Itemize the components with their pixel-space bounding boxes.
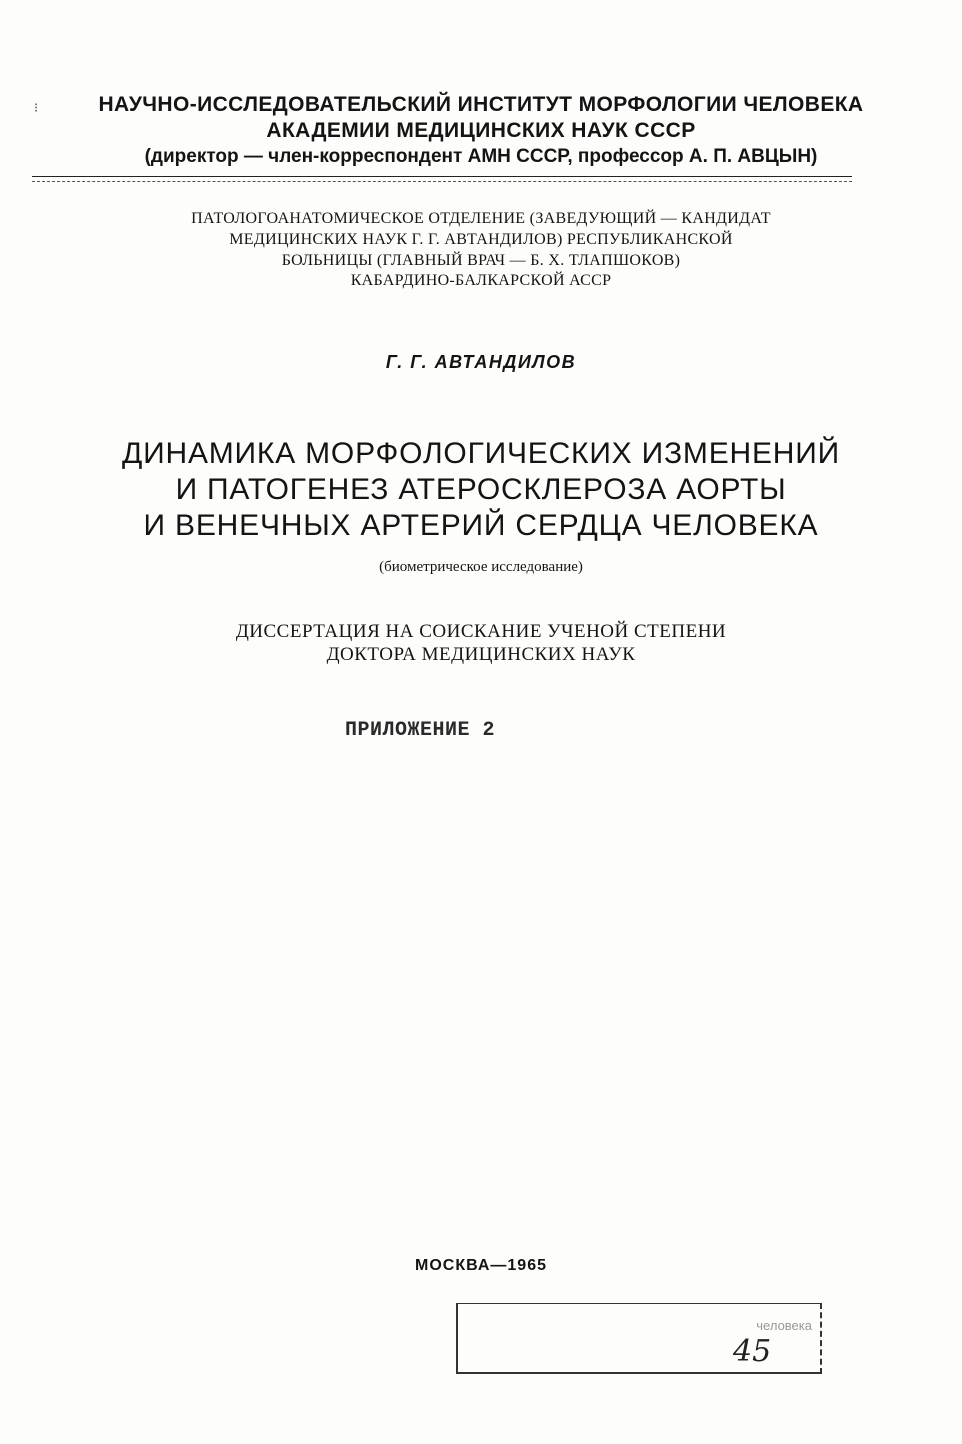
subtitle: (биометрическое исследование)	[379, 559, 583, 575]
dissertation-line-1: ДИССЕРТАЦИЯ НА СОИСКАНИЕ УЧЕНОЙ СТЕПЕНИ	[235, 621, 727, 642]
dissertation-line-2: ДОКТОРА МЕДИЦИНСКИХ НАУК	[326, 644, 636, 665]
director-line: (директор — член-корреспондент АМН СССР, профессор А. П. АВЦЫН)	[144, 146, 818, 167]
header-rule-dashed	[32, 181, 852, 182]
city-year: МОСКВА—1965	[415, 1257, 547, 1274]
stamp-number: 45	[733, 1334, 772, 1369]
title-line-2: И ПАТОГЕНЕЗ АТЕРОСКЛЕРОЗА АОРТЫ	[175, 473, 787, 506]
department-line-2: МЕДИЦИНСКИХ НАУК Г. Г. АВТАНДИЛОВ) РЕСПУБЛИКАНСКОЙ	[229, 231, 733, 248]
institute-line-2: АКАДЕМИИ МЕДИЦИНСКИХ НАУК СССР	[266, 119, 696, 142]
department-line-1: ПАТОЛОГОАНАТОМИЧЕСКОЕ ОТДЕЛЕНИЕ (ЗАВЕДУЮЩИЙ — КАНДИДАТ	[191, 210, 771, 227]
header-rule	[32, 176, 852, 177]
department-line-4: КАБАРДИНО-БАЛКАРСКОЙ АССР	[350, 272, 612, 289]
margin-mark: ⁝	[34, 100, 39, 115]
institute-line-1: НАУЧНО-ИССЛЕДОВАТЕЛЬСКИЙ ИНСТИТУТ МОРФОЛОГИИ ЧЕЛОВЕКА	[98, 93, 864, 116]
appendix-label: ПРИЛОЖЕНИЕ 2	[344, 719, 496, 742]
library-stamp	[456, 1303, 822, 1374]
author-name: Г. Г. АВТАНДИЛОВ	[385, 352, 577, 372]
stamp-faded-text: человека	[756, 1318, 812, 1333]
department-line-3: БОЛЬНИЦЫ (ГЛАВНЫЙ ВРАЧ — Б. Х. ТЛАПШОКОВ)	[281, 252, 681, 269]
title-line-1: ДИНАМИКА МОРФОЛОГИЧЕСКИХ ИЗМЕНЕНИЙ	[122, 437, 840, 470]
title-line-3: И ВЕНЕЧНЫХ АРТЕРИЙ СЕРДЦА ЧЕЛОВЕКА	[143, 509, 819, 542]
